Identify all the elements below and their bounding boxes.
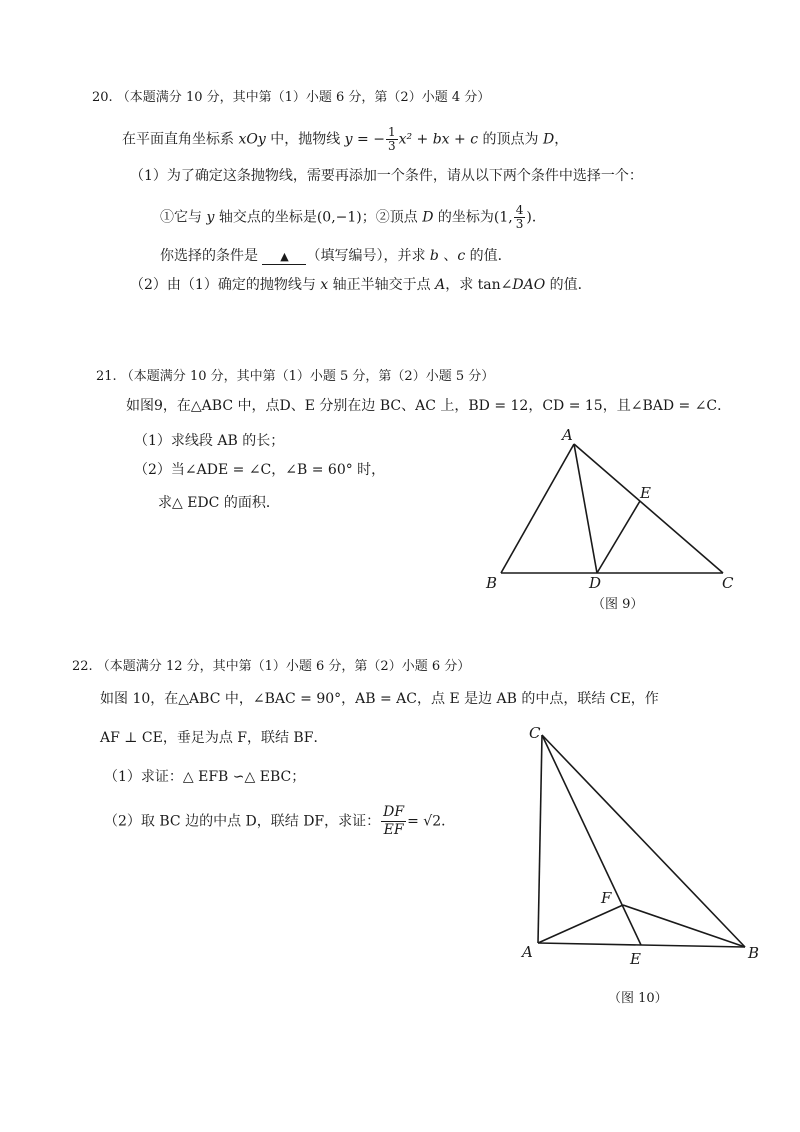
point-A-label: A: [562, 426, 573, 444]
point-A-label: A: [522, 943, 533, 961]
q22-stem-line1: 如图 10，在△ABC 中，∠BAC = 90°，AB = AC，点 E 是边 AB 的中点，联结 CE，作: [100, 691, 659, 707]
segment-CB: [542, 735, 745, 947]
segment-AC: [574, 444, 723, 573]
point-D-label: D: [589, 574, 602, 592]
figure-9-caption: （图 9）: [592, 597, 644, 612]
figure-9: [470, 420, 760, 620]
q22-header: 22. （本题满分 12 分，其中第（1）小题 6 分，第（2）小题 6 分）: [72, 659, 471, 674]
q20-choice: 你选择的条件是 ▲ （填写编号），并求 b 、c 的值．: [160, 248, 512, 264]
q20-stem-fraction: $\frac{1}{3}$: [387, 125, 396, 153]
q21-part2-line2: 求△ EDC 的面积．: [158, 495, 280, 511]
q20-conditions: ①它与 y 轴交点的坐标是(0,−1)；②顶点 D 的坐标为(1, $\frac{4}{3}$ )．: [160, 203, 546, 231]
q21-header: 21. （本题满分 10 分，其中第（1）小题 5 分，第（2）小题 5 分）: [96, 369, 495, 384]
q21-part2: （2）当∠ADE = ∠C，∠B = 60° 时，: [134, 462, 386, 478]
point-C-label: C: [722, 574, 734, 592]
point-B-label: B: [486, 574, 498, 592]
segment-DE: [597, 501, 640, 573]
q20-part2: （2）由（1）确定的抛物线与 x 轴正半轴交于点 A，求 tan∠DAO 的值．: [130, 277, 592, 293]
q22-ratio-fraction: $\frac{DF}{EF}$: [383, 804, 405, 838]
segment-CE: [542, 735, 641, 945]
answer-blank: ▲: [262, 250, 306, 265]
q21-stem: 如图9，在△ABC 中，点D、E 分别在边 BC、AC 上，BD = 12，CD = 15，且∠BAD = ∠C．: [126, 398, 732, 414]
segment-CA: [538, 735, 542, 943]
segment-AB: [501, 444, 574, 573]
q20-header: 20. （本题满分 10 分，其中第（1）小题 6 分，第（2）小题 4 分）: [92, 90, 491, 105]
q20-part1: （1）为了确定这条抛物线，需要再添加一个条件，请从以下两个条件中选择一个：: [130, 168, 643, 184]
segment-AB: [538, 943, 745, 947]
figure-10: [510, 715, 780, 1015]
point-F-label: F: [601, 889, 612, 907]
q22-part1: （1）求证：△ EFB ∽△ EBC；: [104, 769, 306, 785]
point-C-label: C: [529, 724, 541, 742]
segment-AD: [574, 444, 597, 573]
q22-part2: （2）取 BC 边的中点 D，联结 DF，求证： $\frac{DF}{EF}$ = √2．: [104, 804, 456, 838]
q21-part1: （1）求线段 AB 的长；: [134, 433, 285, 449]
point-E-label: E: [640, 484, 651, 502]
point-E-label: E: [630, 950, 641, 968]
figure-10-caption: （图 10）: [608, 991, 668, 1006]
q20-stem: 在平面直角坐标系 xOy 中，抛物线 y = − $\frac{1}{3}$ x² + bx + c 的顶点为 D，: [122, 125, 569, 153]
segment-AF: [538, 905, 623, 943]
q20-vertex-fraction: $\frac{4}{3}$: [515, 203, 524, 231]
point-B-label: B: [748, 944, 760, 962]
segment-FB: [623, 905, 745, 947]
q22-stem-line2: AF ⊥ CE，垂足为点 F，联结 BF．: [100, 730, 328, 746]
